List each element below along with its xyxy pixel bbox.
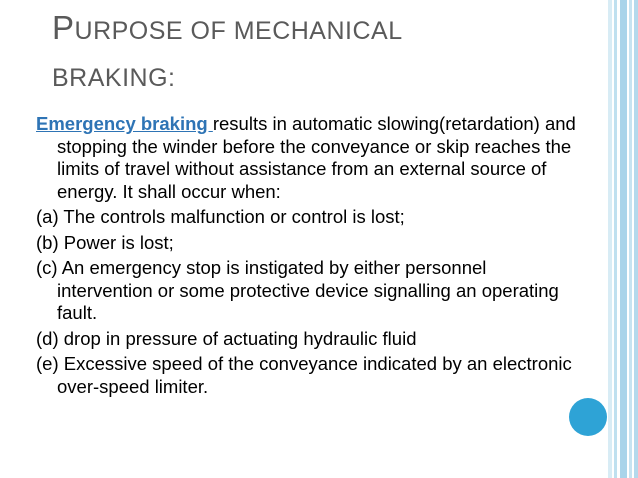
slide-body	[36, 113, 576, 401]
stripe-4	[629, 0, 632, 478]
title-line-2	[52, 54, 572, 104]
title-line-1	[52, 4, 572, 54]
title-text-1: URPOSE OF MECHANICAL	[74, 17, 403, 45]
list-item-d: (d) drop in pressure of actuating hydraulic fluid	[36, 327, 417, 349]
stripe-2	[614, 0, 617, 478]
emergency-braking-link[interactable]: Emergency braking	[36, 113, 213, 134]
paragraph-1-text: results in automatic slowing(retardation) and stopping the winder before the conveyance or skip reaches the limits of travel without assistance from an external source of energy. It shall occur when:	[57, 113, 576, 202]
title-initial: P	[52, 9, 75, 46]
stripe-1	[608, 0, 612, 478]
decorative-stripes	[608, 0, 638, 478]
list-item-e: (e) Excessive speed of the conveyance indicated by an electronic over-speed limiter.	[36, 353, 572, 397]
list-item-c: (c) An emergency stop is instigated by either personnel intervention or some protective device signalling an operating fault.	[36, 257, 559, 323]
stripe-5	[634, 0, 638, 478]
title-colon: :	[168, 64, 176, 92]
list-item-a: (a) The controls malfunction or control is lost;	[36, 206, 405, 227]
accent-circle	[569, 398, 607, 436]
list-item-b: (b) Power is lost;	[36, 231, 174, 253]
slide-title	[52, 4, 572, 104]
paragraph-emergency-braking	[36, 113, 576, 203]
title-text-2: BRAKING	[52, 64, 169, 92]
stripe-3	[620, 0, 627, 478]
